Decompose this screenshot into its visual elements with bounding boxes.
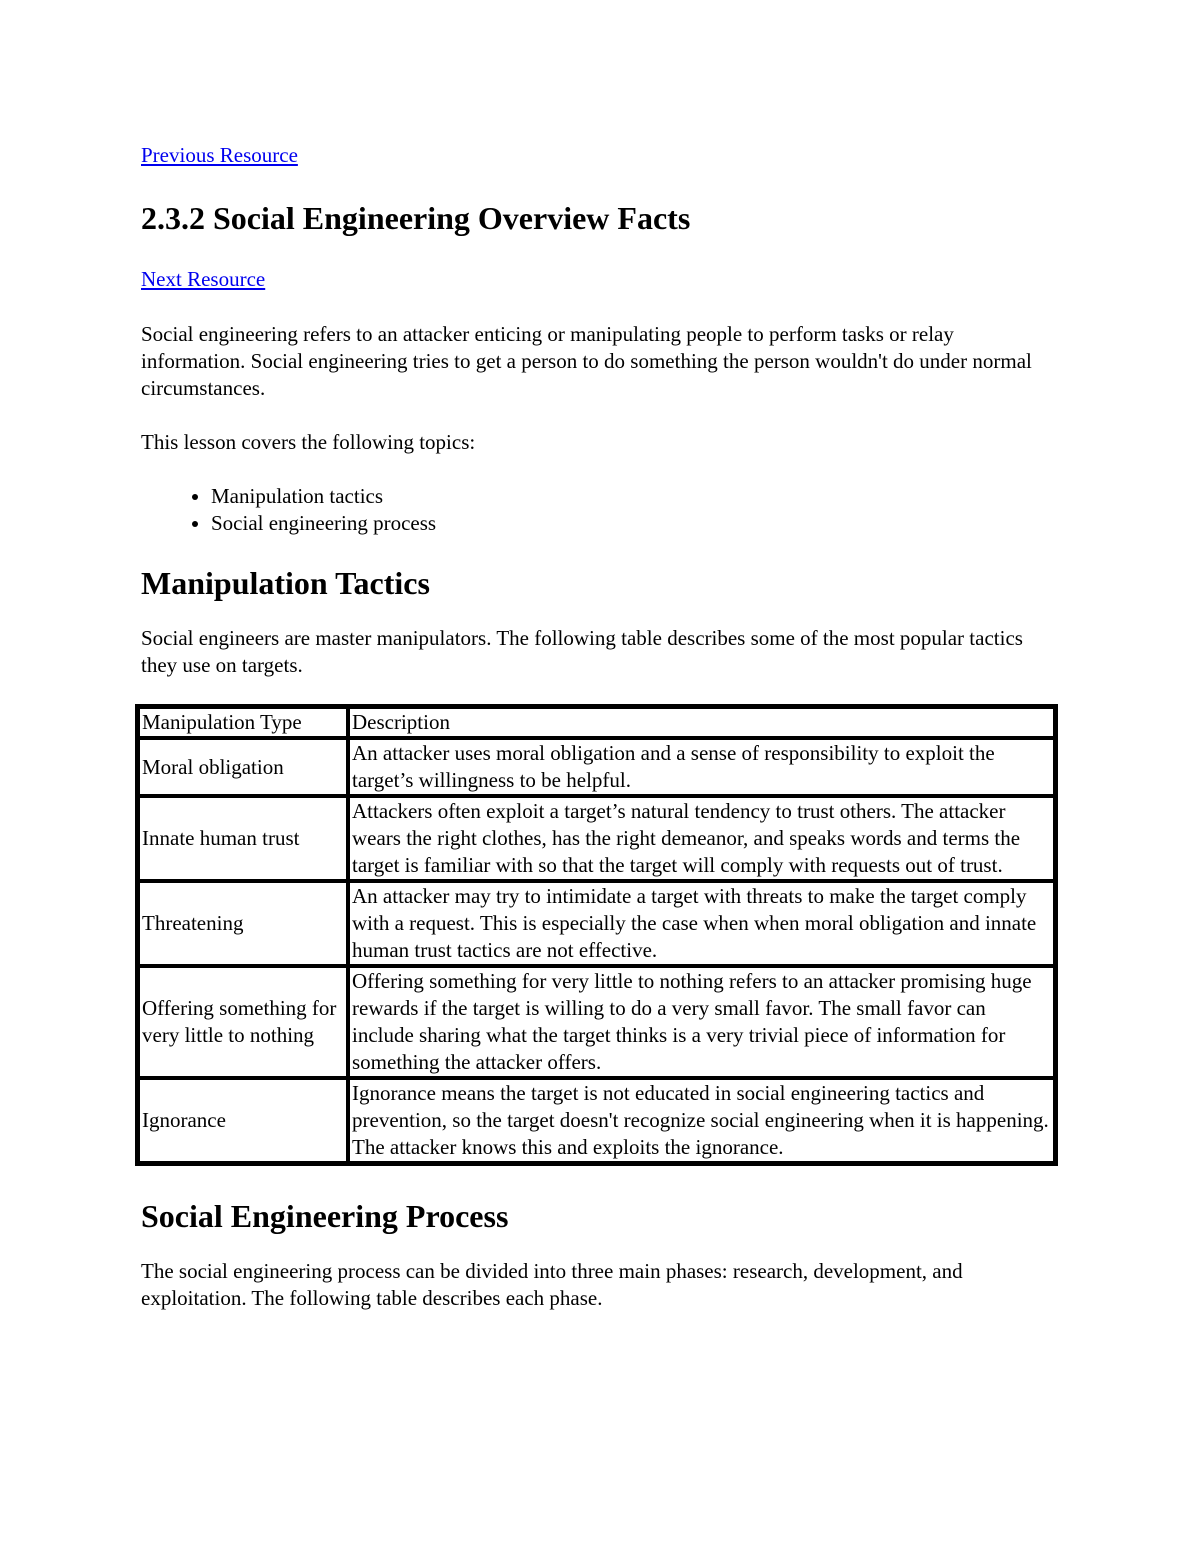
table-row bbox=[138, 796, 1055, 881]
header-description: Description bbox=[348, 707, 1055, 738]
previous-resource-line bbox=[141, 140, 1061, 170]
row-type-cell: Ignorance bbox=[138, 1078, 348, 1163]
row-desc-cell: Attackers often exploit a target’s natural tendency to trust others. The attacker wears the right clothes, has the right demeanor, and speaks words and terms the target is familiar with so that the target will comply with requests out of trust. bbox=[348, 796, 1055, 881]
row-type-cell: Moral obligation bbox=[138, 738, 348, 796]
manipulation-paragraph: Social engineers are master manipulators. The following table describes some of the most popular tactics they use on targets. bbox=[141, 626, 1023, 677]
table-header-row bbox=[138, 707, 1055, 738]
row-type-cell: Threatening bbox=[138, 881, 348, 966]
previous-resource-link[interactable]: Previous Resource bbox=[141, 143, 298, 167]
list-item: • Social engineering process bbox=[211, 510, 1061, 537]
document-page bbox=[141, 140, 1061, 1312]
row-desc-cell: Ignorance means the target is not educated in social engineering tactics and prevention, so the target doesn't recognize social engineering when it is happening. The attacker knows this and exploits the ignorance. bbox=[348, 1078, 1055, 1163]
next-resource-link[interactable]: Next Resource bbox=[141, 267, 266, 291]
process-heading: Social Engineering Process bbox=[141, 1198, 509, 1234]
table-row bbox=[138, 1078, 1055, 1163]
topics-intro: This lesson covers the following topics: bbox=[141, 430, 476, 454]
row-desc-cell: An attacker may try to intimidate a target with threats to make the target comply with a request. This is especially the case when when moral obligation and innate human trust tactics are not effective. bbox=[348, 881, 1055, 966]
list-item: • Manipulation tactics bbox=[211, 483, 1061, 510]
row-desc-cell: An attacker uses moral obligation and a sense of responsibility to exploit the target’s willingness to be helpful. bbox=[348, 738, 1055, 796]
table-row bbox=[138, 738, 1055, 796]
row-desc-cell: Offering something for very little to nothing refers to an attacker promising huge rewards if the target is willing to do a very small favor. The small favor can include sharing what the target thinks is a very trivial piece of information for something the attacker offers. bbox=[348, 966, 1055, 1078]
manipulation-heading: Manipulation Tactics bbox=[141, 565, 430, 601]
table-row bbox=[138, 966, 1055, 1078]
intro-paragraph: Social engineering refers to an attacker enticing or manipulating people to perform tasks or relay information. Social engineering tries to get a person to do something the person wouldn't do under normal circumstances. bbox=[141, 322, 1032, 400]
next-resource-line bbox=[141, 264, 1061, 294]
header-manipulation-type: Manipulation Type bbox=[138, 707, 348, 738]
page-title: 2.3.2 Social Engineering Overview Facts bbox=[141, 200, 691, 236]
table-row bbox=[138, 881, 1055, 966]
topics-list bbox=[141, 483, 1061, 537]
row-type-cell: Innate human trust bbox=[138, 796, 348, 881]
row-type-cell: Offering something for very little to nothing bbox=[138, 966, 348, 1078]
process-paragraph: The social engineering process can be divided into three main phases: research, development, and exploitation. The following table describes each phase. bbox=[141, 1259, 963, 1310]
manipulation-table bbox=[135, 704, 1058, 1166]
